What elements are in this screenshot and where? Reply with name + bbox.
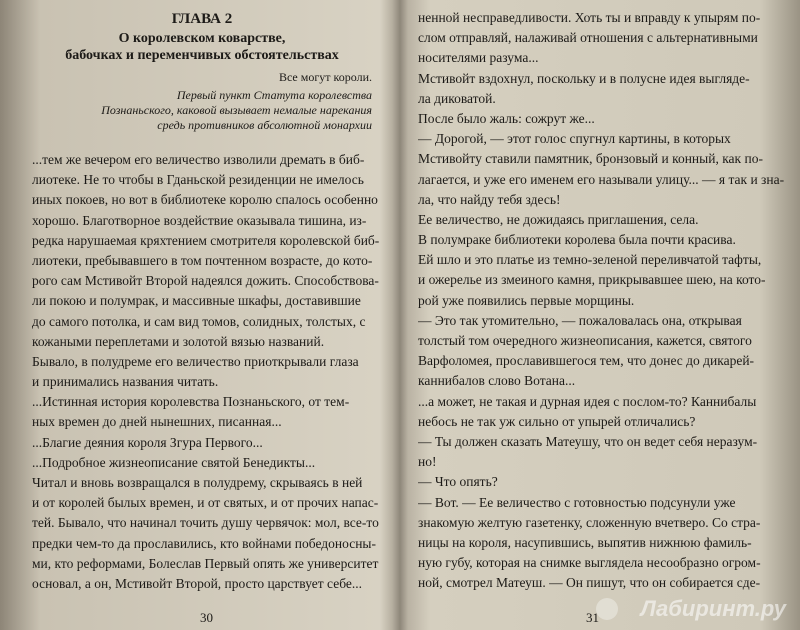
- text-line: ла диковатой.: [418, 90, 496, 106]
- text-line: После было жаль: сожрут же...: [418, 110, 595, 126]
- text-line: В полумраке библиотеки королева была почти красива.: [418, 232, 736, 248]
- left-page: [12, 0, 392, 630]
- chapter-heading: ГЛАВА 2: [171, 11, 233, 27]
- right-body-text: [418, 8, 786, 593]
- text-line: Варфоломея, прославившегося тем, что донес до дикарей-: [418, 353, 755, 369]
- chapter-title: [52, 30, 352, 64]
- epigraph-line: Первый пункт Статута королевства: [176, 88, 372, 102]
- text-line: Ее величество, не дожидаясь приглашения, села.: [418, 211, 699, 227]
- text-line: ненной несправедливости. Хоть ты и вправду к упырям по-: [418, 10, 761, 25]
- text-line: и принимались названия читать.: [32, 374, 219, 390]
- labirint-logo-icon: [596, 598, 618, 620]
- text-line: ную губу, которая на снимке выглядела несообразно огром-: [418, 555, 761, 571]
- text-line: редка нарушаемая кряхтением смотрителя королевской биб-: [32, 232, 380, 248]
- text-line: каннибалов слово Вотана...: [418, 373, 576, 389]
- text-line: — Дорогой, — этот голос спугнул картины, в которых: [418, 131, 731, 147]
- text-line: ...Подробное жизнеописание святой Бенедикты...: [32, 454, 316, 470]
- text-line: знакомую желтую газетенку, сложенную вчетверо. Со стра-: [418, 514, 761, 530]
- watermark: Лабиринт.ру: [640, 596, 786, 621]
- text-line: Бывало, в полудреме его величество приоткрывали глаза: [32, 353, 359, 369]
- text-line: ла, что найду тебя здесь!: [418, 191, 561, 207]
- text-line: ницы на короля, насупившись, выпятив нижнюю фамиль-: [418, 534, 752, 550]
- epigraph-line: Познаньского, каковой вызывает немалые нарекания: [101, 103, 372, 117]
- text-line: лагается, и уже его именем его называли улицу... — я так и зна-: [418, 171, 785, 187]
- text-line: ...Истинная история королевства Познаньского, от тем-: [32, 394, 350, 410]
- text-line: лиотеке. Не то чтобы в Гданьской резиденции не имелось: [32, 172, 364, 188]
- text-line: ...тем же вечером его величество изволили дремать в биб-: [32, 152, 365, 167]
- text-line: ных времен до дней нынешних, писанная...: [32, 414, 282, 430]
- text-line: ной, смотрел Матеуш. — Он пишут, что он собирается сде-: [418, 575, 761, 591]
- text-line: небось не так уж сильно от упырей отличались?: [418, 413, 696, 429]
- text-line: хорошо. Благотворное воздействие оказывала тишина, из-: [32, 212, 367, 228]
- text-line: рой уже появились первые морщины.: [418, 292, 635, 308]
- text-line: и от королей былых времен, и от святых, и от прочих напас-: [32, 495, 379, 511]
- text-line: толстый том очередного жизнеописания, кажется, святого: [418, 333, 752, 348]
- text-line: лиотеки, пребывавшего в том почтенном возрасте, до кото-: [32, 252, 373, 268]
- text-line: иных покоев, но вот в библиотеке королю спалось особенно: [32, 192, 378, 208]
- text-line: но!: [418, 454, 437, 470]
- text-line: кожаными переплетами и золотой вязью названий.: [32, 333, 325, 349]
- text-line: ми, кто реформами, Болеслав Первый опять же университет: [32, 555, 379, 571]
- text-line: ...а может, не такая и дурная идея с послом-то? Каннибалы: [418, 393, 757, 409]
- text-line: Мстивойт вздохнул, поскольку и в полусне идея выгляде-: [418, 70, 750, 86]
- text-line: — Это так утомительно, — пожаловалась она, открывая: [418, 312, 742, 328]
- chapter-title-line: бабочках и переменчивых обстоятельствах: [65, 48, 339, 63]
- text-line: предки чем-то да прославились, кто войнами победоносны-: [32, 535, 376, 551]
- text-line: ли покою и полумрак, и массивные шкафы, доставившие: [32, 293, 361, 309]
- left-body-text: [32, 150, 382, 594]
- text-line: Ей шло и это платье из темно-зеленой переливчатой тафты,: [418, 252, 762, 268]
- text-line: носителями разума...: [418, 50, 539, 66]
- text-line: основал, а он, Мстивойт Второй, просто царствует себе...: [32, 575, 363, 591]
- page-number: 31: [586, 610, 599, 625]
- epigraph-line: Все могут короли.: [278, 70, 372, 84]
- text-line: — Ты должен сказать Матеушу, что он ведет себя неразум-: [418, 433, 758, 449]
- text-line: ...Благие деяния короля Згура Первого...: [32, 434, 263, 450]
- text-line: до самого потолка, и сам вид томов, солидных, толстых, с: [32, 313, 366, 329]
- text-line: — Что опять?: [418, 474, 498, 490]
- text-line: рого сам Мстивойт Второй надеялся дожить. Способствова-: [32, 273, 379, 289]
- page-number: 30: [200, 610, 213, 625]
- text-line: Читал и вновь возвращался в полудрему, скрываясь в ней: [32, 475, 363, 490]
- text-line: — Вот. — Ее величество с готовностью подсунули уже: [418, 494, 736, 510]
- chapter-title-line: О королевском коварстве,: [118, 31, 286, 46]
- text-line: Мстивойту ставили памятник, бронзовый и конный, как по-: [418, 151, 763, 167]
- text-line: и ожерелье из змеиного камня, прикрывавшее шею, на кото-: [418, 272, 766, 288]
- text-line: слом отправляй, налаживай отношения с альтернативными: [418, 30, 758, 46]
- right-page: [410, 0, 794, 630]
- epigraph: [42, 70, 372, 133]
- text-line: тей. Бывало, что начинал точить душу червячок: мол, все-то: [32, 515, 379, 531]
- epigraph-line: средь противников абсолютной монархии: [157, 118, 372, 132]
